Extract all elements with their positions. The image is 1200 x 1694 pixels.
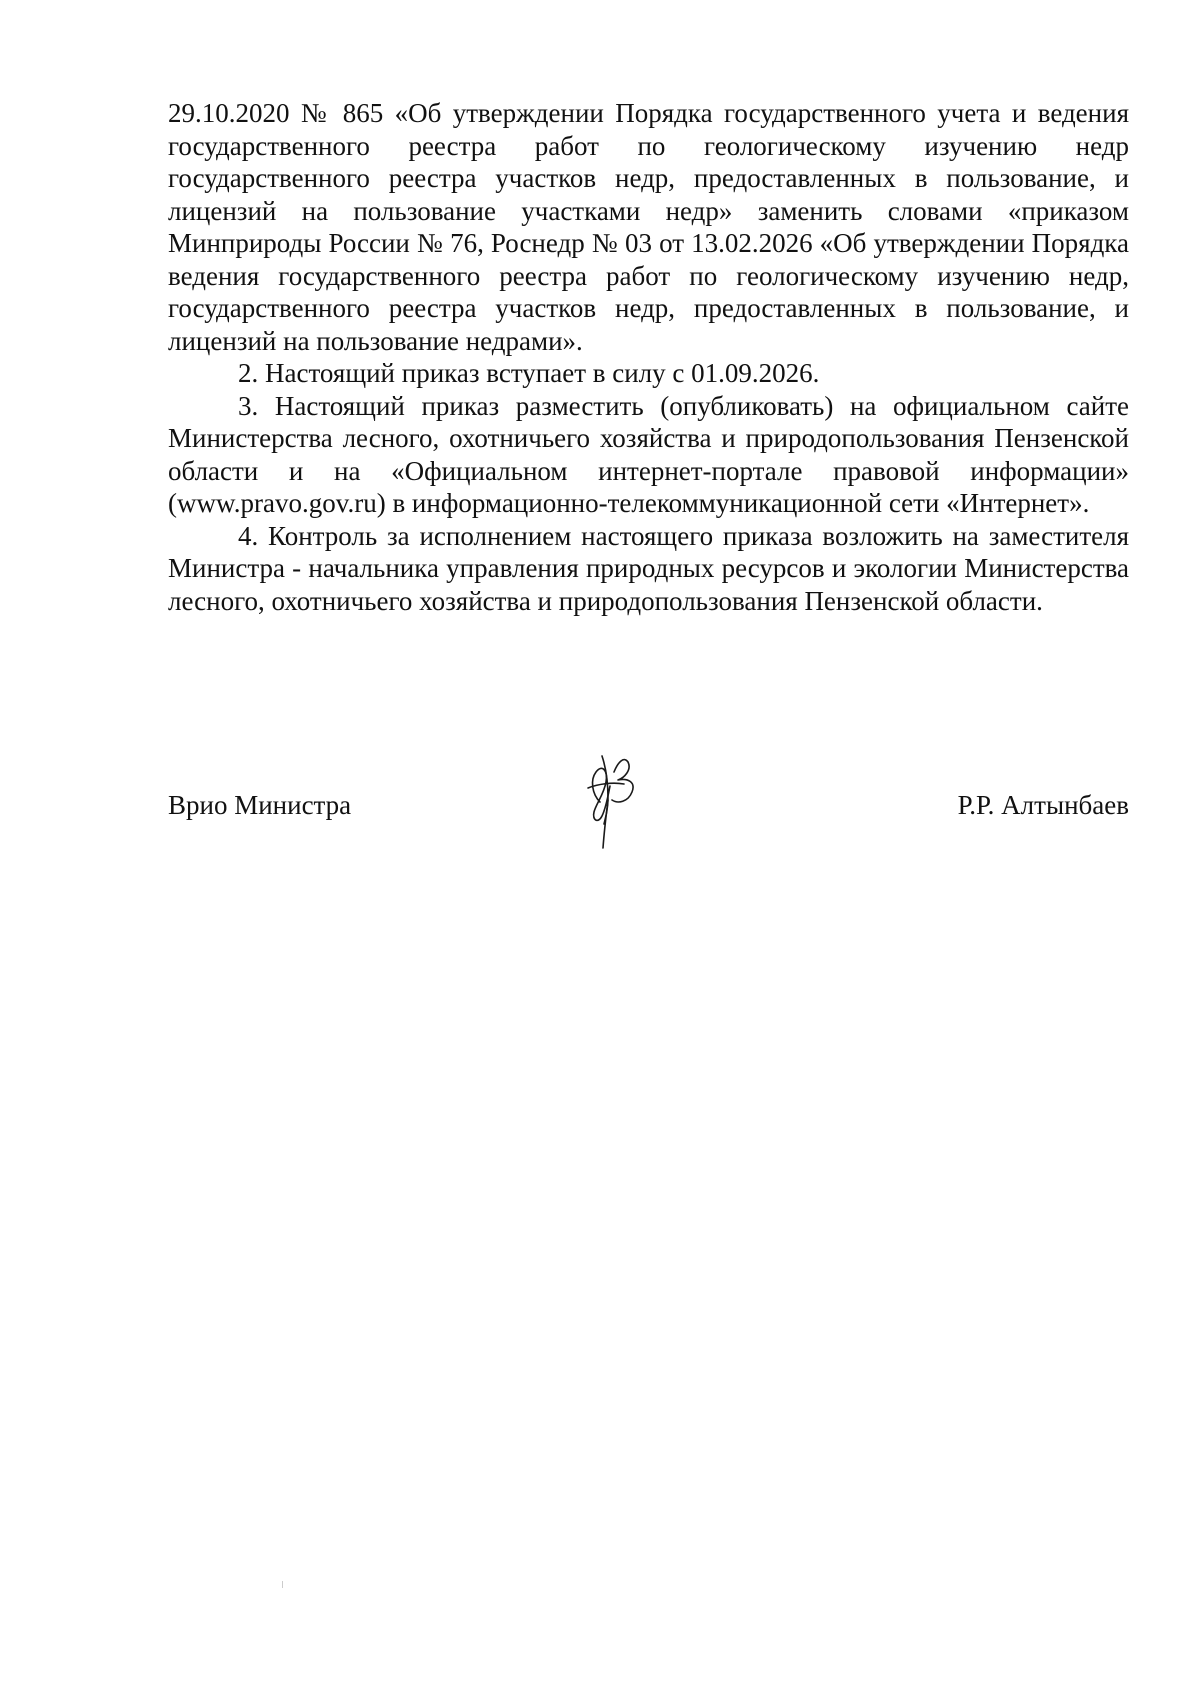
paragraph-control: 4. Контроль за исполнением настоящего приказа возложить на заместителя Министра - начальника управления природных ресурсов и экологии Министерства лесного, охотничьего хозяйства и природопользования Пензенской области. [168,520,1129,616]
scan-speck [282,1581,283,1588]
signatory-title: Врио Министра [168,790,352,820]
signature-block [168,790,1129,830]
document-body [168,97,1129,617]
paragraph-publication: 3. Настоящий приказ разместить (опубликовать) на официальном сайте Министерства лесного, охотничьего хозяйства и природопользования Пензенской области и на «Официальном интернет-портале правовой информации» (www.pravo.gov.ru) в информационно-телекоммуникационной сети «Интернет». [168,390,1129,518]
paragraph-amendment: 29.10.2020 № 865 «Об утверждении Порядка государственного учета и ведения государственного реестра работ по геологическому изучению недр государственного реестра участков недр, предоставленных в пользование, и лицензий на пользование участками недр» заменить словами «приказом Минприроды России № 76, Роснедр № 03 от 13.02.2026 «Об утверждении Порядка ведения государственного реестра работ по геологическому изучению недр, государственного реестра участков недр, предоставленных в пользование, и лицензий на пользование недрами». [168,98,1129,356]
signatory-name: Р.Р. Алтынбаев [957,790,1129,820]
paragraph-effective-date: 2. Настоящий приказ вступает в силу с 01.09.2026. [238,358,820,388]
